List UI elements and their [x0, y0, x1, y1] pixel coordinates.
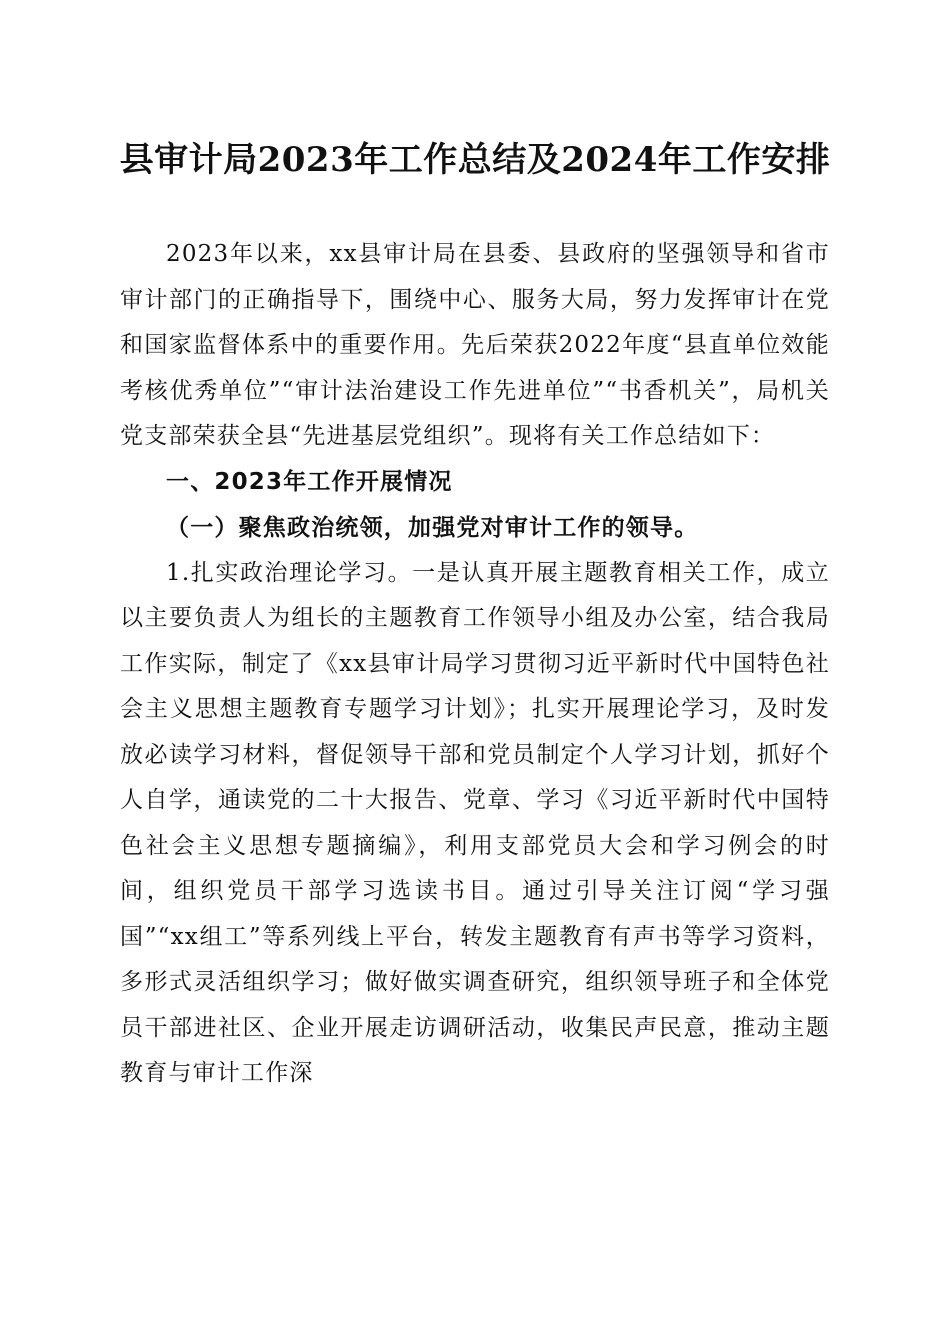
document-title: 县审计局2023年工作总结及2024年工作安排: [119, 140, 831, 180]
intro-paragraph: 2023年以来，xx县审计局在县委、县政府的坚强领导和省市审计部门的正确指导下，围绕中心、服务大局，努力发挥审计在党和国家监督体系中的重要作用。先后荣获2022年度“县直单位效能考核优秀单位”“审计法治建设工作先进单位”“书香机关”，局机关党支部荣获全县“先进基层党组织”。现将有关工作总结如下：: [120, 241, 830, 449]
document-body: [120, 232, 830, 1097]
item-paragraph-1: 1.扎实政治理论学习。一是认真开展主题教育相关工作，成立以主要负责人为组长的主题教育工作领导小组及办公室，结合我局工作实际，制定了《xx县审计局学习贯彻习近平新时代中国特色社会主义思想主题教育专题学习计划》；扎实开展理论学习，及时发放必读学习材料，督促领导干部和党员制定个人学习计划，抓好个人自学，通读党的二十大报告、党章、学习《习近平新时代中国特色社会主义思想专题摘编》，利用支部党员大会和学习例会的时间，组织党员干部学习选读书目。通过引导关注订阅“学习强国”“xx组工”等系列线上平台，转发主题教育有声书等学习资料，多形式灵活组织学习；做好做实调查研究，组织领导班子和全体党员干部进社区、企业开展走访调研活动，收集民声民意，推动主题教育与审计工作深: [120, 559, 830, 1086]
section-heading-1: 一、2023年工作开展情况: [166, 468, 453, 495]
subsection-heading-1: （一）聚焦政治统领，加强党对审计工作的领导。: [166, 514, 699, 541]
